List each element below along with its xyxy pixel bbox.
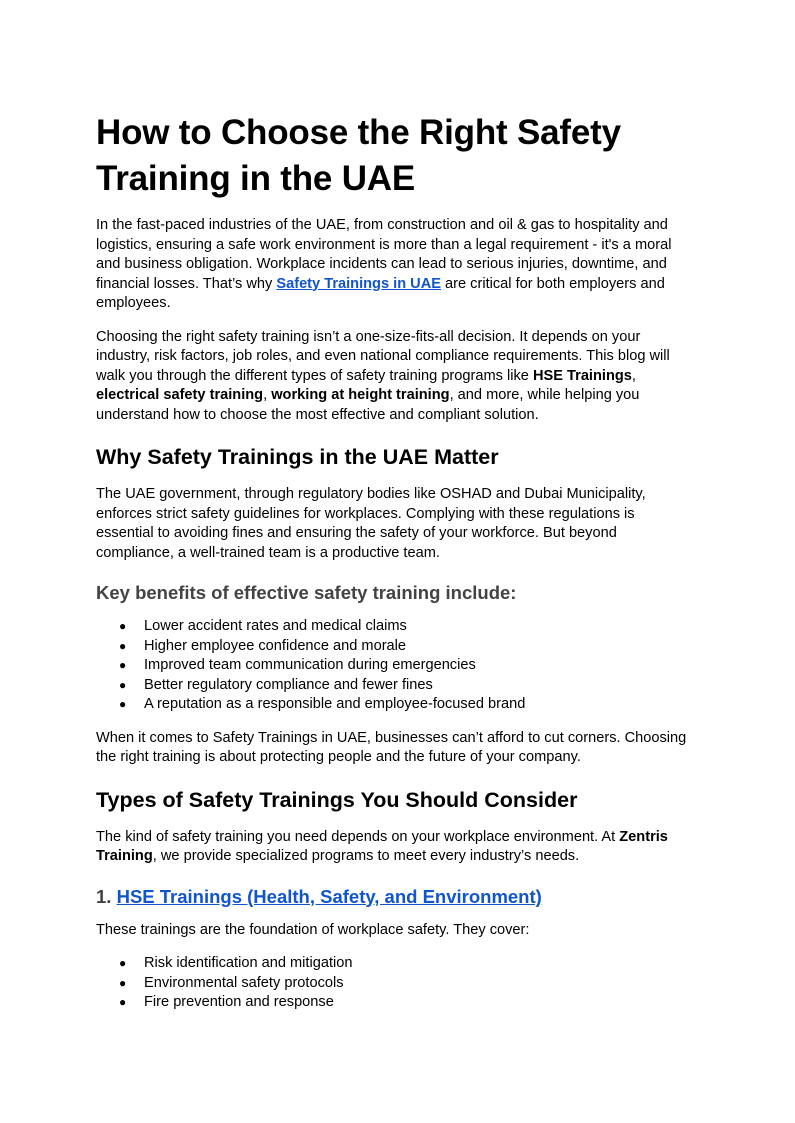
list-item	[96, 974, 696, 994]
bullet-icon: ●	[119, 975, 127, 990]
list-item	[96, 656, 696, 676]
hse-trainings-link[interactable]: HSE Trainings (Health, Safety, and Environment)	[116, 885, 542, 907]
document-body	[96, 110, 696, 1027]
separator: ,	[631, 367, 636, 384]
list-item	[96, 954, 696, 974]
types-text: The kind of safety training you need depends on your workplace environment. At	[96, 828, 620, 845]
types-paragraph	[96, 828, 696, 867]
list-item	[96, 695, 696, 715]
list-item-text: Risk identification and mitigation	[144, 955, 353, 971]
bullet-icon: ●	[119, 619, 127, 633]
overview-paragraph	[96, 328, 696, 426]
overview-text-end: , and more, while helping you understand how to choose the most effective and compliant solution.	[96, 387, 640, 423]
list-item-text: A reputation as a responsible and employee-focused brand	[144, 696, 526, 712]
list-item	[96, 993, 696, 1013]
list-item-text: Environmental safety protocols	[144, 974, 344, 991]
hse-list	[96, 954, 696, 1013]
why-paragraph: The UAE government, through regulatory bodies like OSHAD and Dubai Municipality, enforces strict safety guidelines for workplaces. Complying with these regulations is essential to avoiding fines and ensuring the safety of your workforce. But beyond compliance, a well-trained team is a productive team.	[96, 486, 646, 561]
types-text-end: , we provide specialized programs to meet every industry’s needs.	[152, 848, 580, 864]
zentris-training-bold: Zentris Training	[96, 828, 668, 864]
list-item	[96, 637, 696, 657]
list-item-text: Higher employee confidence and morale	[144, 637, 407, 654]
bullet-icon: ●	[119, 638, 127, 653]
bullet-icon: ●	[119, 677, 127, 692]
list-item-text: Better regulatory compliance and fewer fines	[144, 676, 433, 693]
list-item-text: Lower accident rates and medical claims	[144, 618, 407, 634]
list-item	[96, 617, 696, 637]
list-item-text: Fire prevention and response	[144, 994, 334, 1010]
section-heading-types: Types of Safety Trainings You Should Consider	[96, 787, 578, 812]
intro-paragraph	[96, 216, 696, 314]
list-item	[96, 676, 696, 696]
hse-subheading	[96, 885, 696, 909]
bullet-icon: ●	[119, 697, 127, 711]
subheading-number: 1.	[96, 885, 117, 907]
safety-trainings-uae-link[interactable]: Safety Trainings in UAE	[276, 275, 441, 292]
separator: ,	[263, 387, 272, 403]
hse-trainings-bold: HSE Trainings	[532, 367, 632, 384]
benefits-subheading: Key benefits of effective safety training include:	[96, 582, 517, 603]
bullet-icon: ●	[119, 658, 127, 672]
list-item-text: Improved team communication during emergencies	[144, 657, 476, 673]
hse-paragraph: These trainings are the foundation of workplace safety. They cover:	[96, 921, 530, 938]
bullet-icon: ●	[119, 995, 127, 1009]
benefits-list	[96, 617, 696, 715]
bullet-icon: ●	[119, 956, 127, 970]
overview-text: Choosing the right safety training isn’t a one-size-fits-all decision. It depends on your industry, risk factors, job roles, and even national compliance requirements. This blog will walk you through the different types of safety training programs like	[96, 328, 670, 384]
electrical-safety-bold: electrical safety training	[96, 387, 264, 403]
working-at-height-bold: working at height training	[271, 387, 450, 403]
closing-paragraph: When it comes to Safety Trainings in UAE, businesses can’t afford to cut corners. Choosing the right training is about protecting people and the future of your company.	[96, 729, 687, 765]
section-heading-why: Why Safety Trainings in the UAE Matter	[96, 445, 499, 469]
intro-text-end: are critical for both employers and employees.	[96, 275, 665, 311]
page-title: How to Choose the Right Safety Training in the UAE	[96, 113, 621, 198]
intro-text: In the fast-paced industries of the UAE, from construction and oil & gas to hospitality and logistics, ensuring a safe work environment is more than a legal requirement - it's a moral and business obligation. Workplace incidents can lead to serious injuries, downtime, and financial losses. That’s why	[96, 217, 672, 292]
